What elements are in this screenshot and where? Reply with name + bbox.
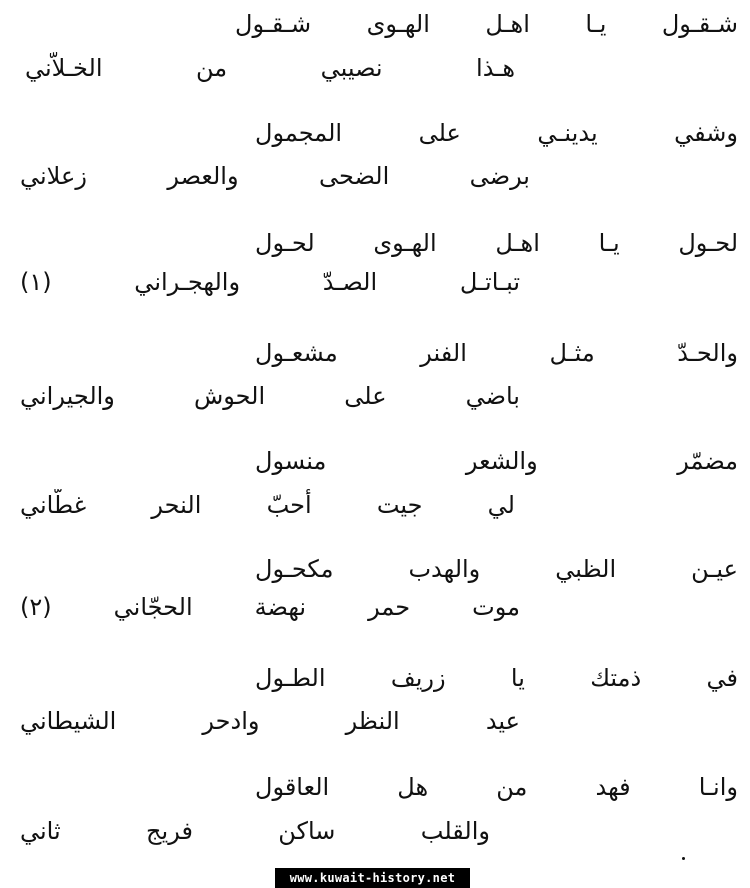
stanza-1-line-1: شـقـول يـا اهـل الهـوى شـقـول (235, 10, 738, 38)
stray-dot (682, 857, 685, 860)
stanza-7-line-2: عيد النظر وادحر الشيطاني (20, 707, 520, 735)
watermark-text: www.kuwait-history.net (289, 871, 456, 885)
watermark-bar (275, 868, 470, 888)
stanza-2-line-2: برضى الضحى والعصر زعلاني (20, 162, 530, 190)
stanza-4-line-1: والحـدّ مثـل الفنر مشعـول (255, 339, 738, 367)
stanza-4-line-2: باضي على الحوش والجيراني (20, 382, 520, 410)
stanza-6-line-1: عيـن الظبي والهدب مكحـول (255, 555, 738, 583)
stanza-3-line-1: لحـول يـا اهـل الهـوى لحـول (255, 229, 738, 257)
stanza-8-line-1: وانـا فهد من هل العاقول (255, 773, 738, 801)
stanza-1-line-2: هـذا نصيبي من الخـلاّني (25, 54, 515, 82)
stanza-7-line-1: في ذمتك يا زريف الطـول (255, 664, 738, 692)
stanza-3-line-2: تبـاتـل الصـدّ والهجـراني (١) (20, 268, 520, 296)
stanza-8-line-2: والقلب ساكن فريج ثاني (20, 817, 490, 845)
stanza-6-line-2: موت حمر نهضة الحجّاني (٢) (20, 593, 520, 621)
stanza-5-line-1: مضمّر والشعر منسول (255, 447, 738, 475)
stanza-2-line-1: وشفي يدينـي على المجمول (255, 119, 738, 147)
stanza-5-line-2: لي جيت أحبّ النحر غطّاني (20, 491, 515, 519)
